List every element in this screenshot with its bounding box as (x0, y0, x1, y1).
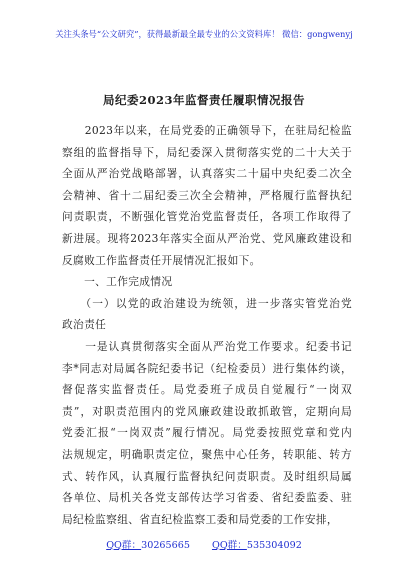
qq-group-2-label: QQ群： (211, 540, 247, 551)
paragraph (62, 293, 352, 336)
footer-qq-groups (0, 537, 408, 551)
paragraph-line: 反腐败工作监督责任开展情况汇报如下。 (62, 253, 261, 267)
paragraph-line: 一、工作完成情况 (62, 275, 173, 289)
paragraph-line: 政治责任 (62, 318, 107, 332)
paragraph-line: 新进展。现将2023年落实全面从严治党、党风廉政建设和 (62, 231, 352, 245)
paragraph-line: （一）以党的政治建设为统领，进一步落实管党治党 (62, 296, 352, 310)
qq-group-2-number[interactable]: 535304092 (246, 540, 302, 551)
paragraph-line: 法规规定，明确职责定位，聚焦中心任务，转职能、转方 (62, 447, 352, 461)
paragraph-line: 问责职责，不断强化管党治党监督责任，各项工作取得了 (62, 210, 352, 224)
paragraph (62, 336, 352, 530)
paragraph-line: 局纪检监察组、省直纪检监察工委和局党委的工作安排， (62, 512, 338, 526)
paragraph-line: 察组的监督指导下，局纪委深入贯彻落实党的二十大关于 (62, 145, 352, 159)
paragraph-line: 会精神、省十二届纪委三次全会精神，严格履行监督执纪 (62, 188, 352, 202)
document-title: 局纪委2023年监督责任履职情况报告 (102, 93, 305, 107)
document-body (62, 120, 352, 530)
paragraph-line: 党委汇报“一岗双责”履行情况。局党委按照党章和党内 (62, 426, 352, 440)
paragraph-line: 2023年以来，在局党委的正确领导下，在驻局纪检监 (62, 124, 352, 137)
paragraph-line: 全面从严治党战略部署，认真落实二十届中央纪委二次全 (62, 167, 352, 181)
qq-group-1-label: QQ群： (106, 540, 142, 551)
paragraph-line: 李*同志对局属各院纪委书记（纪检委员）进行集体约谈， (62, 361, 352, 375)
paragraph (62, 120, 352, 271)
paragraph-line: 督促落实监督责任。局党委班子成员自觉履行“一岗双 (62, 383, 352, 397)
paragraph-line: 责”，对职责范围内的党风廉政建设敢抓敢管，定期向局 (62, 404, 352, 418)
promo-banner[interactable]: 关注头条号“公文研究”，获得最新最全最专业的公文资料库！ 微信：gongwenyj (55, 29, 353, 39)
paragraph-line: 各单位、局机关各党支部传达学习省委、省纪委监委、驻 (62, 491, 352, 505)
qq-group-1-number[interactable]: 30265665 (141, 540, 190, 551)
paragraph-line: 一是认真贯彻落实全面从严治党工作要求。纪委书记 (62, 339, 352, 353)
paragraph-line: 式、转作风，认真履行监督执纪问责职责。及时组织局属 (62, 469, 352, 483)
paragraph (62, 271, 352, 293)
